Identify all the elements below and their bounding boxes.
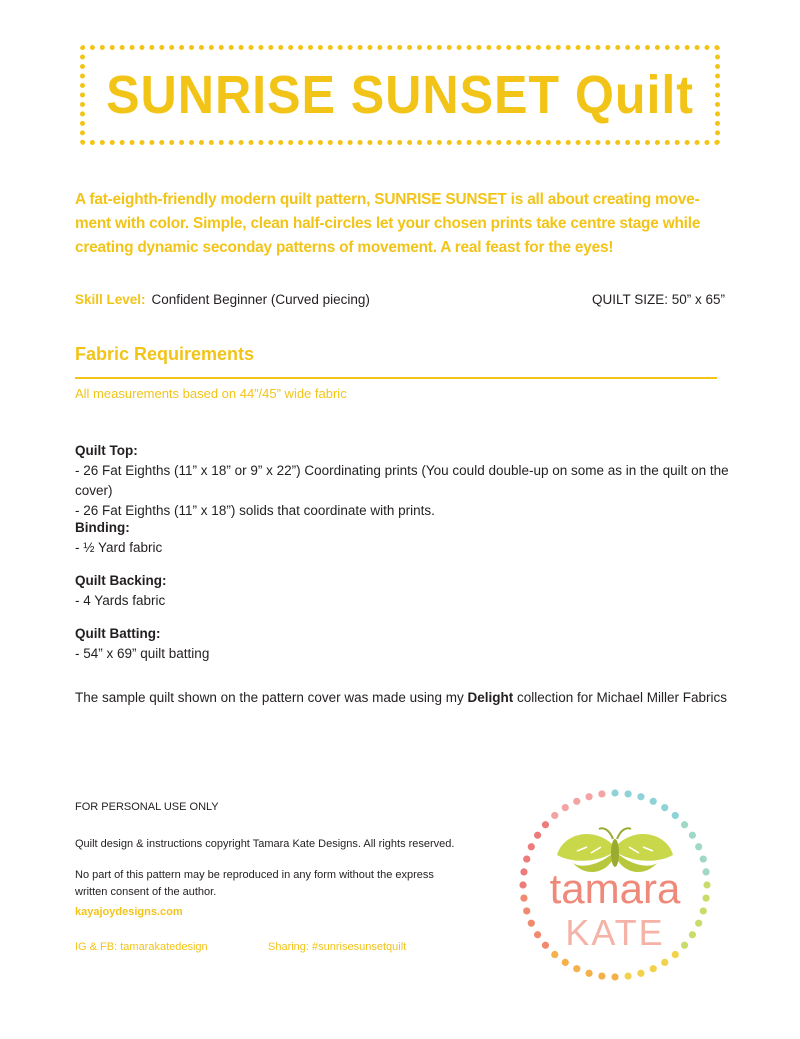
ring-dot: [637, 793, 644, 800]
ring-dot: [573, 798, 580, 805]
ring-dot: [681, 942, 688, 949]
ring-dot: [695, 843, 702, 850]
ring-dot: [672, 812, 679, 819]
ring-dot: [551, 812, 558, 819]
copyright-note: Quilt design & instructions copyright Tamara Kate Designs. All rights reserved.: [75, 838, 455, 850]
requirement-item: - 4 Yards fabric: [75, 593, 166, 608]
ring-dot: [528, 843, 535, 850]
brand-logo: [515, 785, 715, 985]
ring-dot: [689, 832, 696, 839]
ring-dot: [700, 907, 707, 914]
requirement-item: - 54” x 69” quilt batting: [75, 646, 210, 661]
requirement-item: - 26 Fat Eighths (11” x 18” or 9” x 22”) Coordinating prints (You could double-up on some as in the quilt on the cover): [75, 463, 729, 498]
ring-dot: [542, 942, 549, 949]
ring-dot: [672, 951, 679, 958]
sample-text: The sample quilt shown on the pattern cover was made using my: [75, 690, 468, 705]
requirement-item: - 26 Fat Eighths (11” x 18”) solids that coordinate with prints.: [75, 503, 435, 518]
ring-dot: [562, 959, 569, 966]
ring-dot: [534, 832, 541, 839]
ring-dot: [585, 970, 592, 977]
ring-dot: [700, 855, 707, 862]
logo-graphic: [515, 785, 715, 985]
website-link[interactable]: kayajoydesigns.com: [75, 906, 183, 918]
page-title: SUNRISE SUNSET Quilt: [106, 65, 694, 125]
skill-level-label: Skill Level:: [75, 292, 146, 307]
ring-dot: [624, 790, 631, 797]
reproduction-line: written consent of the author.: [75, 886, 217, 898]
binding-section: [75, 518, 735, 558]
ring-dot: [551, 951, 558, 958]
ring-dot: [523, 855, 530, 862]
ring-dot: [703, 881, 710, 888]
skill-level-value: Confident Beginner (Curved piecing): [151, 292, 370, 307]
ring-dot: [611, 973, 618, 980]
ring-dot: [661, 959, 668, 966]
ring-dot: [534, 931, 541, 938]
ring-dot: [637, 970, 644, 977]
intro-line: ment with color. Simple, clean half-circles let your chosen prints take centre stage while: [75, 215, 701, 232]
collection-name: Delight: [467, 690, 514, 705]
ring-dot: [573, 965, 580, 972]
reproduction-note: [75, 867, 434, 901]
ring-dot: [702, 868, 709, 875]
sample-text: collection for Michael Miller Fabrics: [513, 690, 728, 705]
quilt-size: QUILT SIZE: 50” x 65”: [591, 292, 725, 307]
ring-dot: [695, 920, 702, 927]
intro-line: A fat-eighth-friendly modern quilt pattern, SUNRISE SUNSET is all about creating move-: [75, 191, 700, 208]
backing-section: [75, 571, 735, 611]
intro-line: creating dynamic seconday patterns of movement. A real feast for the eyes!: [75, 239, 614, 256]
quilt-top-heading: Quilt Top:: [75, 443, 138, 458]
skill-row: [75, 292, 725, 312]
binding-heading: Binding:: [75, 520, 130, 535]
ring-dot: [650, 965, 657, 972]
ring-dot: [681, 821, 688, 828]
batting-heading: Quilt Batting:: [75, 626, 161, 641]
ring-dot: [520, 868, 527, 875]
ring-dot: [523, 907, 530, 914]
ring-dot: [689, 931, 696, 938]
ring-dot: [528, 920, 535, 927]
batting-section: [75, 624, 735, 664]
sample-note: [75, 690, 735, 705]
fabric-requirements-heading: Fabric Requirements: [75, 344, 255, 364]
requirement-item: - ½ Yard fabric: [75, 540, 163, 555]
logo-name-first: tamara: [549, 865, 681, 912]
reproduction-line: No part of this pattern may be reproduced in any form without the express: [75, 869, 434, 881]
ring-dot: [562, 804, 569, 811]
ring-dot: [702, 894, 709, 901]
ring-dot: [520, 894, 527, 901]
title-frame: [80, 45, 720, 145]
quilt-top-section: [75, 441, 735, 521]
backing-heading: Quilt Backing:: [75, 573, 167, 588]
logo-name-last: KATE: [565, 912, 665, 953]
ring-dot: [519, 881, 526, 888]
section-divider: [75, 377, 717, 379]
ring-dot: [598, 972, 605, 979]
ring-dot: [598, 790, 605, 797]
ring-dot: [611, 789, 618, 796]
intro-paragraph: [75, 188, 725, 260]
social-handle: IG & FB: tamarakatedesign: [75, 941, 208, 953]
ring-dot: [661, 804, 668, 811]
sharing-hashtag: Sharing: #sunrisesunsetquilt: [268, 941, 407, 953]
ring-dot: [542, 821, 549, 828]
ring-dot: [650, 798, 657, 805]
ring-dot: [585, 793, 592, 800]
personal-use-note: FOR PERSONAL USE ONLY: [75, 801, 219, 813]
fabric-width-note: All measurements based on 44”/45” wide fabric: [75, 386, 347, 401]
ring-dot: [624, 972, 631, 979]
